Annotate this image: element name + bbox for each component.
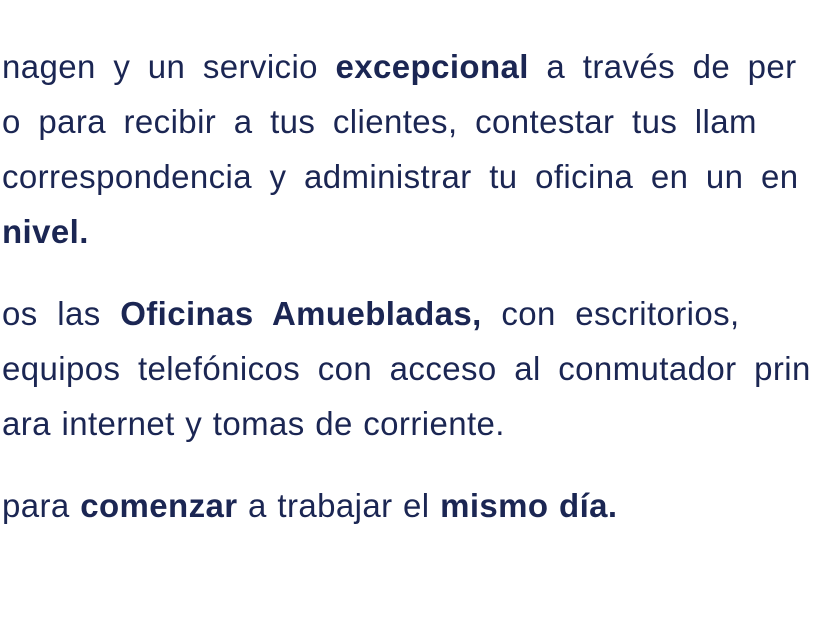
text-segment: correspondencia y administrar tu oficina en un en <box>2 158 799 195</box>
text-segment: a trabajar el <box>237 487 441 524</box>
text-segment: con escritorios, <box>481 295 740 332</box>
text-line <box>2 341 840 396</box>
bold-text-segment: nivel. <box>2 213 89 250</box>
text-line <box>2 39 840 94</box>
text-segment: para <box>2 487 81 524</box>
text-segment: o para recibir a tus clientes, contestar tus llam <box>2 103 757 140</box>
bold-text-segment: mismo día. <box>440 487 618 524</box>
text-line <box>2 478 840 533</box>
bold-text-segment: comenzar <box>80 487 238 524</box>
paragraph-1 <box>2 39 840 259</box>
text-line <box>2 94 840 149</box>
paragraph-2 <box>2 286 840 451</box>
text-line <box>2 286 840 341</box>
bold-text-segment: Oficinas Amuebladas, <box>120 295 482 332</box>
bold-text-segment: excepcional <box>335 48 529 85</box>
text-segment: nagen y un servicio <box>2 48 336 85</box>
text-segment: os las <box>2 295 121 332</box>
text-line <box>2 149 840 204</box>
text-segment: equipos telefónicos con acceso al conmutador prin <box>2 350 811 387</box>
paragraph-3 <box>2 478 840 533</box>
body-text <box>2 39 840 560</box>
text-segment: ara internet y tomas de corriente. <box>2 405 505 442</box>
text-line <box>2 396 840 451</box>
text-segment: a través de per <box>528 48 797 85</box>
text-line <box>2 204 840 259</box>
